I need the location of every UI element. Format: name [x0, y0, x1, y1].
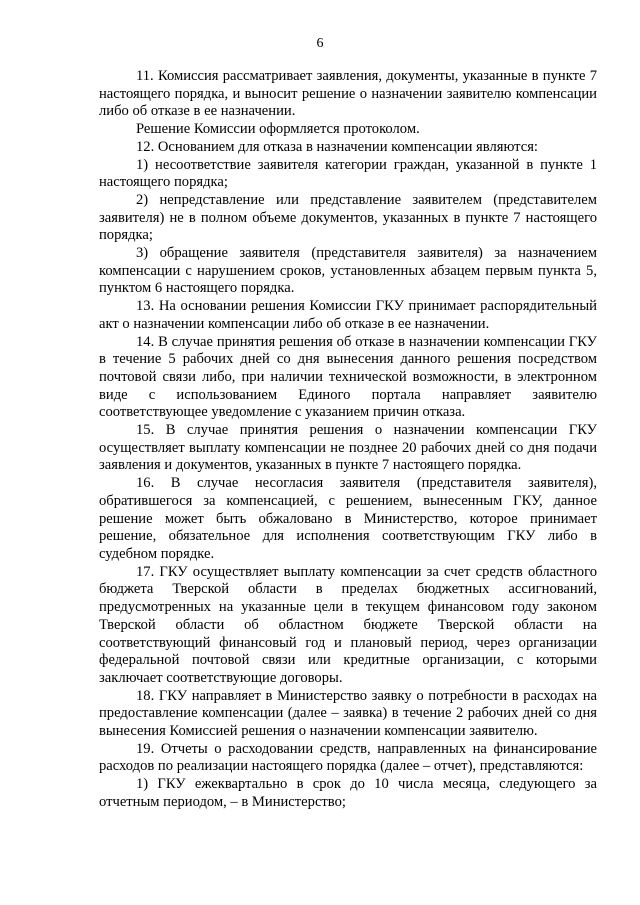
paragraph-19-item-1: 1) ГКУ ежеквартально в срок до 10 числа месяца, следующего за отчетным периодом, – в Министерство;: [99, 776, 597, 810]
page-number: 6: [316, 36, 324, 51]
paragraph-17: 17. ГКУ осуществляет выплату компенсации за счет средств областного бюджета Тверской области в пределах бюджетных ассигнований, предусмотренных на указанные цели в текущем финансовом году законом Тверской области об областном бюджете Тверской области на соответствующий финансовый год и плановый период, через организации федеральной почтовой связи или кредитные организации, с которыми заключает соответствующие договоры.: [99, 563, 597, 686]
paragraph-14: 14. В случае принятия решения об отказе в назначении компенсации ГКУ в течение 5 рабочих дней со дня вынесения данного решения посредством почтовой связи либо, при наличии технической возможности, в электронном виде с использованием Единого портала направляет заявителю соответствующее уведомление с указанием причин отказа.: [99, 333, 597, 421]
paragraph-13: 13. На основании решения Комиссии ГКУ принимает распорядительный акт о назначении компенсации либо об отказе в ее назначении.: [99, 298, 597, 332]
paragraph-12: 12. Основанием для отказа в назначении компенсации являются:: [136, 138, 538, 155]
document-body: [99, 68, 597, 812]
paragraph-12-item-3: 3) обращение заявителя (представителя заявителя) за назначением компенсации с нарушением сроков, установленных абзацем первым пункта 5, пунктом 6 настоящего порядка.: [99, 245, 597, 297]
paragraph-18: 18. ГКУ направляет в Министерство заявку о потребности в расходах на предоставление компенсации (далее – заявка) в течение 2 рабочих дней со дня вынесения Комиссией решения о назначении компенсации заявителю.: [99, 687, 597, 740]
paragraph-11-protocol: Решение Комиссии оформляется протоколом.: [136, 121, 420, 138]
paragraph-15: 15. В случае принятия решения о назначении компенсации ГКУ осуществляет выплату компенсации не позднее 20 рабочих дней со дня подачи заявления и документов, указанных в пункте 7 настоящего порядка.: [99, 422, 597, 474]
paragraph-11: 11. Комиссия рассматривает заявления, документы, указанные в пункте 7 настоящего порядка, и выносит решение о назначении заявителю компенсации либо об отказе в ее назначении.: [99, 68, 597, 120]
paragraph-12-item-2: 2) непредставление или представление заявителем (представителем заявителя) не в полном объеме документов, указанных в пункте 7 настоящего порядка;: [99, 191, 597, 244]
paragraph-19: 19. Отчеты о расходовании средств, направленных на финансирование расходов по реализации настоящего порядка (далее – отчет), представляются:: [99, 740, 597, 775]
paragraph-12-item-1: 1) несоответствие заявителя категории граждан, указанной в пункте 1 настоящего порядка;: [99, 156, 597, 191]
paragraph-16: 16. В случае несогласия заявителя (представителя заявителя), обратившегося за компенсацией, с решением, вынесенным ГКУ, данное решение может быть обжаловано в Министерство, которое принимает решение, обязательное для исполнения соответствующим ГКУ либо в судебном порядке.: [99, 475, 597, 562]
